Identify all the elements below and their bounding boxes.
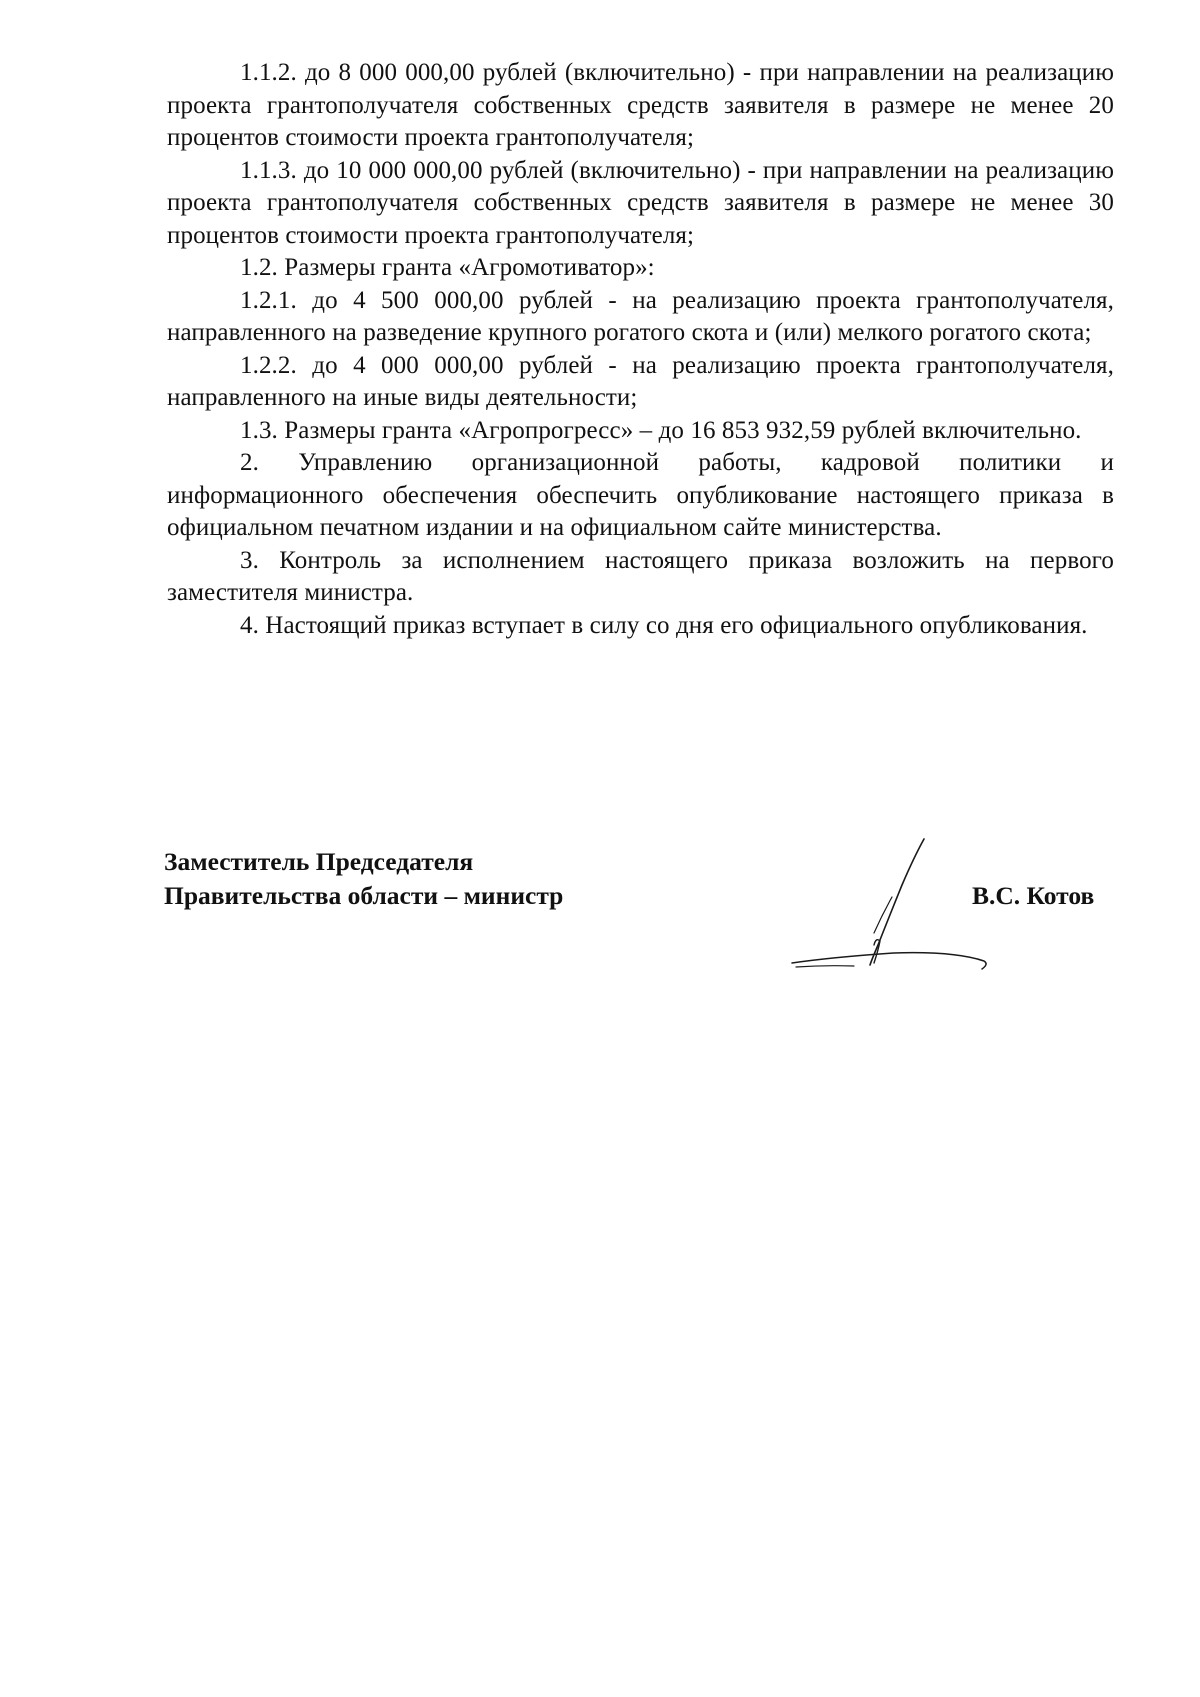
paragraph-1-3: 1.3. Размеры гранта «Агропрогресс» – до 16 853 932,59 рублей включительно. xyxy=(240,416,1082,444)
document-body xyxy=(167,57,1114,642)
paragraph-1-2: 1.2. Размеры гранта «Агромотиватор»: xyxy=(240,254,655,281)
handwritten-signature xyxy=(774,837,1004,987)
paragraph-4: 4. Настоящий приказ вступает в силу со дня его официального опубликования. xyxy=(240,611,1088,639)
signatory-name: В.С. Котов xyxy=(972,881,1095,910)
paragraph-3: 3. Контроль за исполнением настоящего приказа возложить на первого заместителя министра. xyxy=(167,546,1114,606)
paragraph-1-1-3: 1.1.3. до 10 000 000,00 рублей (включительно) - при направлении на реализацию проекта грантополучателя собственных средств заявителя в размере не менее 30 процентов стоимости проекта грантополучателя; xyxy=(167,156,1114,249)
paragraph-1-2-1: 1.2.1. до 4 500 000,00 рублей - на реализацию проекта грантополучателя, направленного на разведение крупного рогатого скота и (или) мелкого рогатого скота; xyxy=(167,286,1114,346)
paragraph-1-2-2: 1.2.2. до 4 000 000,00 рублей - на реализацию проекта грантополучателя, направленного на иные виды деятельности; xyxy=(167,351,1114,411)
signatory-title-line-1: Заместитель Председателя xyxy=(164,847,474,876)
paragraph-2: 2. Управлению организационной работы, кадровой политики и информационного обеспечения обеспечить опубликование настоящего приказа в официальном печатном издании и на официальном сайте министерства. xyxy=(167,449,1114,541)
signature-block xyxy=(164,845,1124,1005)
signatory-title-line-2: Правительства области – министр xyxy=(164,881,564,910)
paragraph-1-1-2: 1.1.2. до 8 000 000,00 рублей (включительно) - при направлении на реализацию проекта грантополучателя собственных средств заявителя в размере не менее 20 процентов стоимости проекта грантополучателя; xyxy=(167,59,1114,151)
